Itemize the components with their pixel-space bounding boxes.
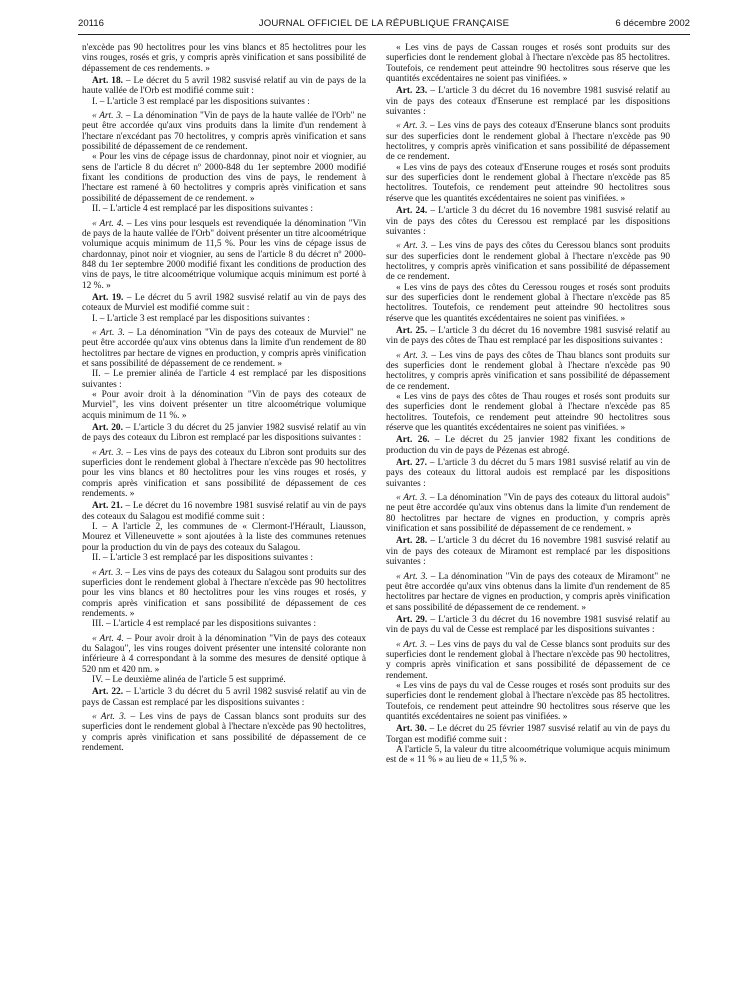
article-paragraph: [82, 423, 366, 444]
quoted-article-paragraph: [82, 328, 366, 369]
paragraph-text: « Les vins de pays des côtes de Thau rouges et rosés sont produits sur des superficies dont le rendement global à l'hectare n'excède pas 85 hectolitres. Toutefois, ce rendement peut atteindre 90 hectolitres sous réserve que les quantités excédentaires ne soient pas vinifiées. »: [386, 392, 670, 434]
paragraph-text: « Les vins de pays de Cassan rouges et rosés sont produits sur des superficies dont le rendement global à l'hectare n'excède pas 85 hectolitres. Toutefois, ce rendement peut atteindre 90 hectolitres sous réserve que les quantités excédentaires ne soient pas vinifiées. »: [386, 43, 670, 85]
article-paragraph: [386, 615, 670, 636]
article-paragraph: [386, 458, 670, 489]
body-paragraph: [82, 314, 366, 324]
paragraph-text: n'excède pas 90 hectolitres pour les vins blancs et 85 hectolitres pour les vins rouges, rosés et gris, y compris après vinification et sans possibilité de dépassement de ces rendements. »: [82, 43, 366, 74]
quoted-article-lead: « Art. 3.: [92, 567, 123, 578]
body-paragraph: [386, 283, 670, 324]
quoted-article-paragraph: [82, 634, 366, 675]
body-paragraph: [386, 745, 670, 766]
page-number: 20116: [78, 18, 104, 29]
body-paragraph: [82, 390, 366, 421]
quoted-article-lead: « Art. 3.: [396, 350, 429, 361]
quoted-article-paragraph: [82, 712, 366, 753]
article-number: Art. 26.: [396, 435, 430, 446]
article-paragraph: [82, 76, 366, 97]
paragraph-text: III. – L'article 4 est remplacé par les dispositions suivantes :: [92, 619, 317, 630]
paragraph-text: IV. – Le deuxième alinéa de l'article 5 est supprimé.: [92, 674, 286, 685]
article-paragraph: [386, 86, 670, 117]
paragraph-text: – La dénomination "Vin de pays des coteaux de Miramont" ne peut être accordée qu'aux vins obtenus dans la limite d'un rendement de 85 hectolitres par hectare de vignes en production, y compris après vinification et sans possibilité de dépassement de ce rendement. »: [386, 571, 670, 613]
paragraph-text: – Les vins pour lesquels est revendiquée la dénomination "Vin de pays de la haute vallée de l'Orb" doivent présenter un titre alcoométrique volumique acquis minimum de 11,5 %. Pour les vins de cépage issus de chardonnay, pinot noir et viognier, au sens de l'article 8 du décret nº 2000-848 du 1er septembre 2000 modifié fixant les conditions de production des vins de pays, le titre alcoométrique volumique acquis minimum est porté à 12 %. »: [82, 218, 366, 291]
paragraph-text: – L'article 3 du décret du 16 novembre 1981 susvisé relatif au vin de pays des côtes de Thau est remplacé par les dispositions suivantes :: [386, 325, 670, 347]
paragraph-text: – Le décret du 5 avril 1982 susvisé relatif au vin de pays des coteaux de Murviel est modifié comme suit :: [82, 292, 366, 314]
article-number: Art. 18.: [92, 76, 123, 87]
article-number: Art. 25.: [396, 325, 428, 336]
body-paragraph: [82, 619, 366, 629]
paragraph-text: « Les vins de pays du val de Cesse rouges et rosés sont produits sur des superficies dont le rendement global à l'hectare n'excède pas 85 hectolitres. Toutefois, ce rendement peut atteindre 90 hectolitres sous réserve que les quantités excédentaires ne soient pas vinifiées. »: [386, 680, 670, 722]
paragraph-text: « Les vins de pays des coteaux d'Enserune rouges et rosés sont produits sur des superficies dont le rendement global à l'hectare n'excède pas 85 hectolitres. Toutefois, ce rendement peut atteindre 90 hectolitres sous réserve que les quantités excédentaires ne soient pas vinifiées. »: [386, 162, 670, 204]
paragraph-text: I. – A l'article 2, les communes de « Clermont-l'Hérault, Liausson, Mourez et Villeneuvette » sont ajoutées à la liste des communes retenues pour la production du vin de pays des coteaux du Salagou.: [82, 522, 366, 553]
paragraph-text: – La dénomination "Vin de pays des coteaux de Murviel" ne peut être accordée qu'aux vins obtenus dans la limite d'un rendement de 80 hectolitres par hectare de vignes en production, y compris après vinification et sans possibilité de dépassement de ce rendement. »: [82, 327, 366, 369]
article-paragraph: [82, 293, 366, 314]
article-paragraph: [82, 687, 366, 708]
quoted-article-lead: « Art. 3.: [396, 241, 428, 252]
left-column: [82, 43, 366, 983]
article-number: Art. 23.: [396, 86, 428, 97]
paragraph-text: A l'article 5, la valeur du titre alcoométrique volumique acquis minimum est de « 11 % » au lieu de « 11,5 % ».: [386, 745, 670, 766]
quoted-article-paragraph: [82, 568, 366, 620]
quoted-article-paragraph: [82, 448, 366, 500]
paragraph-text: – L'article 3 du décret du 5 mars 1981 susvisé relatif au vin de pays des coteaux du littoral audois est remplacé par les dispositions suivantes :: [386, 458, 670, 489]
paragraph-text: – L'article 3 du décret du 25 janvier 1982 susvisé relatif au vin de pays des coteaux du Libron est remplacé par les dispositions suivantes :: [82, 423, 366, 444]
journal-title: JOURNAL OFFICIEL DE LA RÉPUBLIQUE FRANÇAISE: [258, 18, 510, 29]
paragraph-text: – Les vins de pays des côtes de Thau blancs sont produits sur des superficies dont le rendement global à l'hectare n'excède pas 90 hectolitres, y compris après vinification et sans possibilité de dépassement de ce rendement.: [386, 350, 670, 392]
quoted-article-paragraph: [386, 241, 670, 282]
paragraph-text: « Pour les vins de cépage issus de chardonnay, pinot noir et viognier, au sens de l'article 8 du décret nº 2000-848 du 1er septembre 2000 modifié fixant les conditions de production des vins de pays, le rendement à l'hectare est ramené à 60 hectolitres y compris après vinification et sans possibilité de dépassement de ce rendement. »: [82, 152, 366, 204]
article-paragraph: [386, 326, 670, 347]
paragraph-text: I. – L'article 3 est remplacé par les dispositions suivantes :: [92, 96, 310, 107]
publication-date: 6 décembre 2002: [615, 18, 690, 29]
article-number: Art. 24.: [396, 206, 428, 217]
paragraph-text: – Les vins de pays du val de Cesse blancs sont produits sur des superficies dont le rendement global à l'hectare n'excède pas 90 hectolitres, y compris après vinification et sans possibilité de dépassement de ce rendement.: [386, 639, 670, 681]
article-number: Art. 27.: [396, 458, 427, 469]
paragraph-text: – L'article 3 du décret du 16 novembre 1981 susvisé relatif au vin de pays du val de Cesse est remplacé par les dispositions suivantes :: [386, 614, 670, 636]
quoted-article-lead: « Art. 3.: [92, 111, 124, 122]
article-paragraph: [386, 206, 670, 237]
paragraph-text: – Le décret du 16 novembre 1981 susvisé relatif au vin de pays des coteaux du Salagou est modifié comme suit :: [82, 501, 366, 522]
paragraph-text: II. – L'article 4 est remplacé par les dispositions suivantes :: [92, 204, 313, 215]
right-column: [386, 43, 670, 983]
paragraph-text: I. – L'article 3 est remplacé par les dispositions suivantes :: [92, 313, 310, 324]
paragraph-text: – Le décret du 25 février 1987 susvisé relatif au vin de pays du Torgan est modifié comme suit :: [386, 724, 670, 745]
body-paragraph: [82, 522, 366, 553]
article-number: Art. 19.: [92, 292, 124, 303]
article-paragraph: [386, 536, 670, 567]
quoted-article-paragraph: [82, 219, 366, 291]
paragraph-text: – L'article 3 du décret du 5 avril 1982 susvisé relatif au vin de pays de Cassan est remplacé par les dispositions suivantes :: [82, 687, 366, 708]
body-paragraph: [386, 392, 670, 433]
paragraph-text: – L'article 3 du décret du 16 novembre 1981 susvisé relatif au vin de pays des côtes du Ceressou est remplacé par les dispositions suivantes :: [386, 206, 670, 237]
paragraph-text: « Les vins de pays des côtes du Ceressou rouges et rosés sont produits sur des superficies dont le rendement global à l'hectare n'excède pas 85 hectolitres. Toutefois, ce rendement peut atteindre 90 hectolitres sous réserve que les quantités excédentaires ne soient pas vinifiées. »: [386, 282, 670, 324]
quoted-article-lead: « Art. 3.: [92, 711, 127, 722]
quoted-article-lead: « Art. 3.: [396, 639, 428, 650]
paragraph-text: – L'article 3 du décret du 16 novembre 1981 susvisé relatif au vin de pays des coteaux d'Enserune est remplacé par les dispositions suivantes :: [386, 86, 670, 118]
quoted-article-lead: « Art. 3.: [396, 121, 428, 132]
quoted-article-lead: « Art. 3.: [92, 447, 124, 458]
paragraph-text: – Les vins de pays des coteaux du Libron sont produits sur des superficies dont le rendement global à l'hectare n'excède pas 90 hectolitres pour les vins blancs et 80 hectolitres pour les vins rouges et rosés, y compris après vinification et sans possibilité de dépassement de ces rendements. »: [82, 447, 366, 500]
paragraph-text: – Les vins de pays de Cassan blancs sont produits sur des superficies dont le rendement global à l'hectare n'excède pas 90 hectolitres, y compris après vinification et sans possibilité de dépassement de ce rendement.: [82, 711, 366, 753]
paragraph-text: – Les vins de pays des côtes du Ceressou blancs sont produits sur des superficies dont le rendement global à l'hectare n'excède pas 90 hectolitres, y compris après vinification et sans possibilité de dépassement de ce rendement.: [386, 241, 670, 283]
body-paragraph: [386, 681, 670, 722]
paragraph-text: – Les vins de pays des coteaux d'Enserune blancs sont produits sur des superficies dont le rendement global à l'hectare n'excède pas 90 hectolitres, y compris après vinification et sans possibilité de dépassement de ce rendement.: [386, 121, 670, 163]
body-paragraph: [82, 152, 366, 204]
quoted-article-lead: « Art. 3.: [396, 571, 428, 582]
paragraph-text: « Pour avoir droit à la dénomination "Vin de pays des coteaux de Murviel", les vins doivent présenter un titre alcoométrique volumique acquis minimum de 11 %. »: [82, 390, 366, 421]
article-number: Art. 21.: [92, 501, 123, 512]
paragraph-text: – Le décret du 25 janvier 1982 fixant les conditions de production du vin de pays de Pézenas est abrogé.: [386, 435, 670, 456]
paragraph-text: – La dénomination "Vin de pays des coteaux du littoral audois" ne peut être accordée qu'aux vins obtenus dans la limite d'un rendement de 80 hectolitres par hectare de vignes en production, y compris après vinification et sans possibilité de dépassement de ce rendement. »: [386, 493, 670, 535]
quoted-article-paragraph: [386, 121, 670, 162]
quoted-article-paragraph: [386, 493, 670, 534]
paragraph-text: II. – L'article 3 est remplacé par les dispositions suivantes :: [92, 553, 313, 564]
quoted-article-paragraph: [386, 640, 670, 681]
paragraph-text: II. – Le premier alinéa de l'article 4 est remplacé par les dispositions suivantes :: [82, 369, 366, 390]
body-paragraph: [386, 43, 670, 84]
page-header: [78, 12, 690, 35]
quoted-article-lead: « Art. 4.: [92, 218, 124, 229]
article-number: Art. 28.: [396, 536, 428, 547]
body-paragraph: [82, 675, 366, 685]
article-number: Art. 22.: [92, 687, 124, 698]
body-paragraph: [82, 43, 366, 74]
quoted-article-paragraph: [82, 111, 366, 152]
body-paragraph: [82, 97, 366, 107]
paragraph-text: – Le décret du 5 avril 1982 susvisé relatif au vin de pays de la haute vallée de l'Orb est modifié comme suit :: [82, 76, 366, 97]
quoted-article-lead: « Art. 4.: [92, 633, 124, 644]
article-paragraph: [82, 501, 366, 522]
body-paragraph: [82, 369, 366, 390]
paragraph-text: – La dénomination "Vin de pays de la haute vallée de l'Orb" ne peut être accordée qu'aux vins produits dans la limite d'un rendement à l'hectare n'excédant pas 70 hectolitres, y compris après vinification et sans possibilité de dépassement de ce rendement.: [82, 111, 366, 153]
quoted-article-paragraph: [386, 351, 670, 392]
body-paragraph: [82, 204, 366, 214]
article-number: Art. 29.: [396, 614, 428, 625]
body-paragraph: [386, 163, 670, 204]
paragraph-text: – Les vins de pays des coteaux du Salagou sont produits sur des superficies dont le rendement global à l'hectare n'excède pas 90 hectolitres pour les vins blancs et 80 hectolitres pour les vins rouges et rosés, y compris après vinification et sans possibilité de dépassement de ces rendements. »: [82, 567, 366, 619]
article-paragraph: [386, 435, 670, 456]
quoted-article-lead: « Art. 3.: [92, 327, 125, 338]
quoted-article-lead: « Art. 3.: [396, 493, 428, 504]
quoted-article-paragraph: [386, 572, 670, 613]
paragraph-text: – Pour avoir droit à la dénomination "Vin de pays des coteaux du Salagou", les vins rouges doivent présenter une intensité colorante non inférieure à 4 correspondant à la somme des mesures de densité optique à 520 nm et 420 nm. »: [82, 633, 366, 675]
paragraph-text: – L'article 3 du décret du 16 novembre 1981 susvisé relatif au vin de pays des coteaux de Miramont est remplacé par les dispositions suivantes :: [386, 536, 670, 568]
body-paragraph: [82, 553, 366, 563]
article-paragraph: [386, 724, 670, 745]
article-number: Art. 30.: [396, 724, 427, 735]
article-number: Art. 20.: [92, 423, 123, 434]
